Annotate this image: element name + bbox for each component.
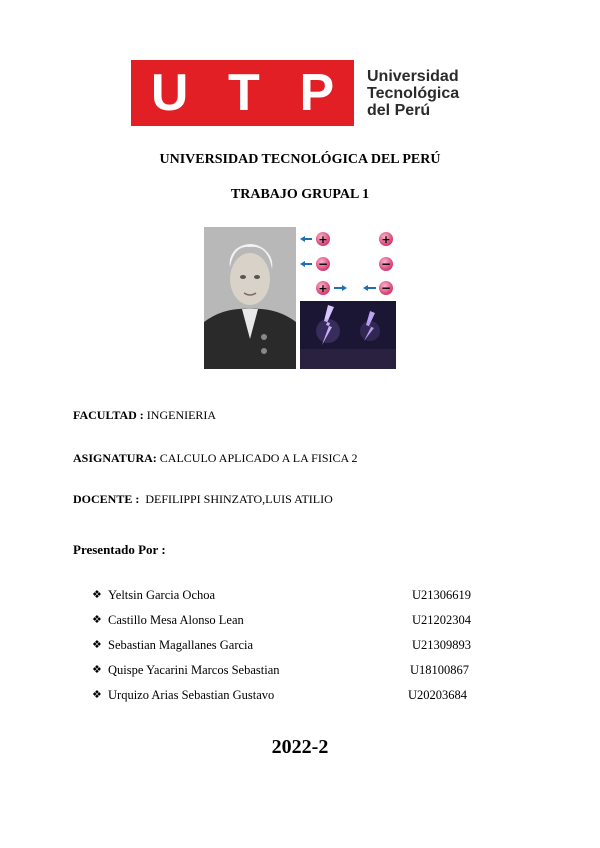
- member-code: U20203684: [408, 688, 468, 702]
- facultad-field: [73, 408, 216, 423]
- svg-text:−: −: [380, 257, 392, 271]
- docente-label: DOCENTE :: [73, 492, 140, 506]
- member-row: [92, 638, 492, 663]
- diamond-bullet-icon: ❖: [92, 613, 102, 626]
- asignatura-value: CALCULO APLICADO A LA FISICA 2: [159, 451, 358, 465]
- academic-period: 2022-2: [271, 736, 329, 758]
- member-row: [92, 663, 492, 688]
- diamond-bullet-icon: ❖: [92, 588, 102, 601]
- member-row: [92, 613, 492, 638]
- asignatura-field: [73, 451, 358, 466]
- svg-text:−: −: [317, 257, 329, 271]
- member-code: U21202304: [412, 613, 472, 627]
- member-name: Yeltsin Garcia Ochoa: [108, 588, 216, 602]
- members-list: [92, 588, 492, 713]
- coulomb-portrait: [204, 227, 296, 369]
- diamond-bullet-icon: ❖: [92, 638, 102, 651]
- member-name: Quispe Yacarini Marcos Sebastian: [108, 663, 280, 677]
- facultad-label: FACULTAD :: [73, 408, 144, 422]
- asignatura-label: ASIGNATURA:: [73, 451, 157, 465]
- docente-field: [73, 492, 333, 507]
- svg-text:+: +: [381, 233, 391, 246]
- member-row: [92, 688, 492, 713]
- logo-letters: [131, 60, 354, 126]
- logo-wordmark: [367, 68, 459, 119]
- logo-letter-p: P: [299, 64, 335, 122]
- member-name: Urquizo Arias Sebastian Gustavo: [108, 688, 275, 702]
- cover-figure: [204, 227, 396, 369]
- work-title: TRABAJO GRUPAL 1: [230, 187, 370, 202]
- member-name: Castillo Mesa Alonso Lean: [108, 613, 244, 627]
- docente-value: DEFILIPPI SHINZATO,LUIS ATILIO: [145, 492, 333, 506]
- charges-diagram: [300, 227, 396, 299]
- member-row: [92, 588, 492, 613]
- member-code: U21309893: [412, 638, 472, 652]
- lightning-image: [300, 301, 396, 369]
- svg-text:−: −: [380, 281, 392, 295]
- diamond-bullet-icon: ❖: [92, 688, 102, 701]
- diamond-bullet-icon: ❖: [92, 663, 102, 676]
- member-name: Sebastian Magallanes Garcia: [108, 638, 254, 652]
- svg-text:+: +: [318, 233, 328, 246]
- logo-letter-t: T: [228, 64, 260, 122]
- logo-line-1: Universidad: [367, 68, 459, 85]
- logo-line-3: del Perú: [367, 102, 431, 119]
- utp-logo: [131, 60, 471, 126]
- logo-line-2: Tecnológica: [367, 85, 460, 102]
- member-code: U18100867: [410, 663, 470, 677]
- facultad-value: INGENIERIA: [146, 408, 217, 422]
- presented-by-heading: Presentado Por :: [73, 542, 166, 557]
- svg-text:+: +: [318, 282, 328, 295]
- logo-letter-u: U: [150, 64, 189, 122]
- member-code: U21306619: [412, 588, 472, 602]
- university-title: UNIVERSIDAD TECNOLÓGICA DEL PERÚ: [159, 152, 441, 167]
